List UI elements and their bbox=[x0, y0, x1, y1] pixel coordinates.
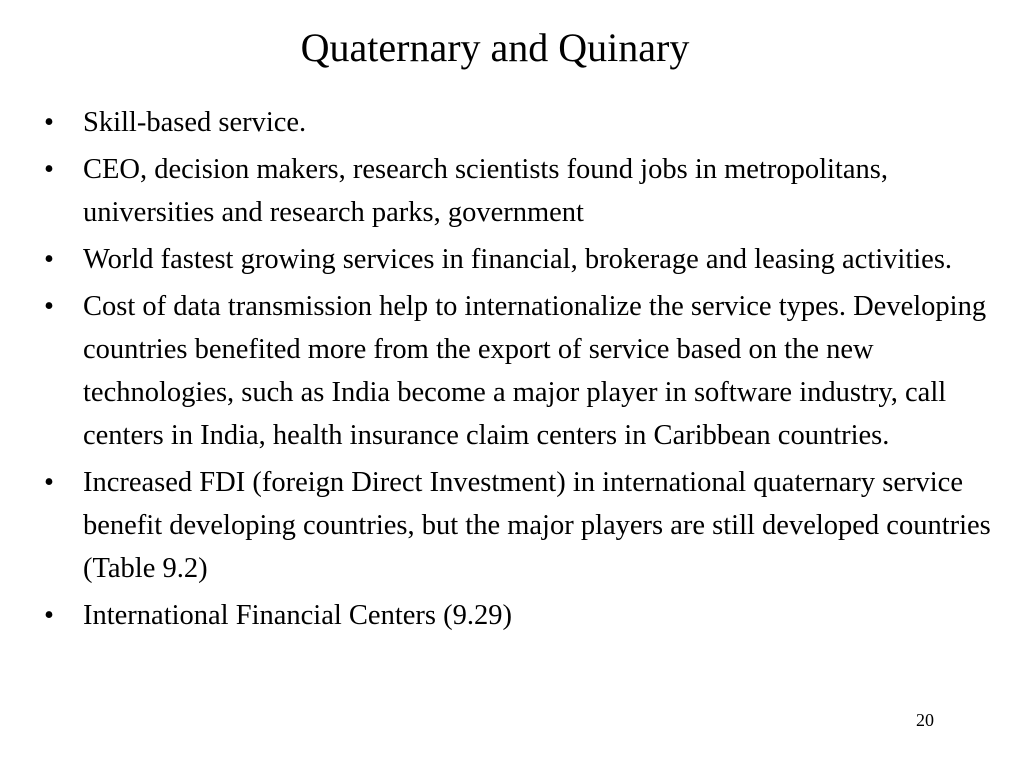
bullet-item bbox=[44, 594, 994, 637]
slide-title: Quaternary and Quinary bbox=[300, 25, 690, 70]
bullet-text: International Financial Centers (9.29) bbox=[83, 600, 512, 631]
bullet-item bbox=[44, 101, 994, 144]
bullet-text: Skill-based service. bbox=[83, 107, 307, 138]
bullet-list bbox=[44, 101, 994, 641]
bullet-dot-icon: • bbox=[44, 600, 54, 631]
bullet-dot-icon: • bbox=[44, 291, 54, 322]
bullet-item bbox=[44, 148, 994, 234]
bullet-item bbox=[44, 285, 994, 457]
bullet-text: Cost of data transmission help to internationalize the service types. Developing countries benefited more from the export of service based on the new technologies, such as India become a major player in software industry, call centers in India, health insurance claim centers in Caribbean countries. bbox=[83, 291, 987, 451]
bullet-text: Increased FDI (foreign Direct Investment) in international quaternary service benefit developing countries, but the major players are still developed countries (Table 9.2) bbox=[83, 467, 991, 584]
bullet-text: World fastest growing services in financial, brokerage and leasing activities. bbox=[83, 244, 953, 275]
bullet-item bbox=[44, 238, 994, 281]
bullet-text: CEO, decision makers, research scientists found jobs in metropolitans, universities and research parks, government bbox=[83, 154, 888, 228]
page-number: 20 bbox=[916, 710, 934, 730]
bullet-dot-icon: • bbox=[44, 244, 54, 275]
bullet-dot-icon: • bbox=[44, 107, 54, 138]
bullet-item bbox=[44, 461, 994, 590]
bullet-dot-icon: • bbox=[44, 154, 54, 185]
bullet-dot-icon: • bbox=[44, 467, 54, 498]
